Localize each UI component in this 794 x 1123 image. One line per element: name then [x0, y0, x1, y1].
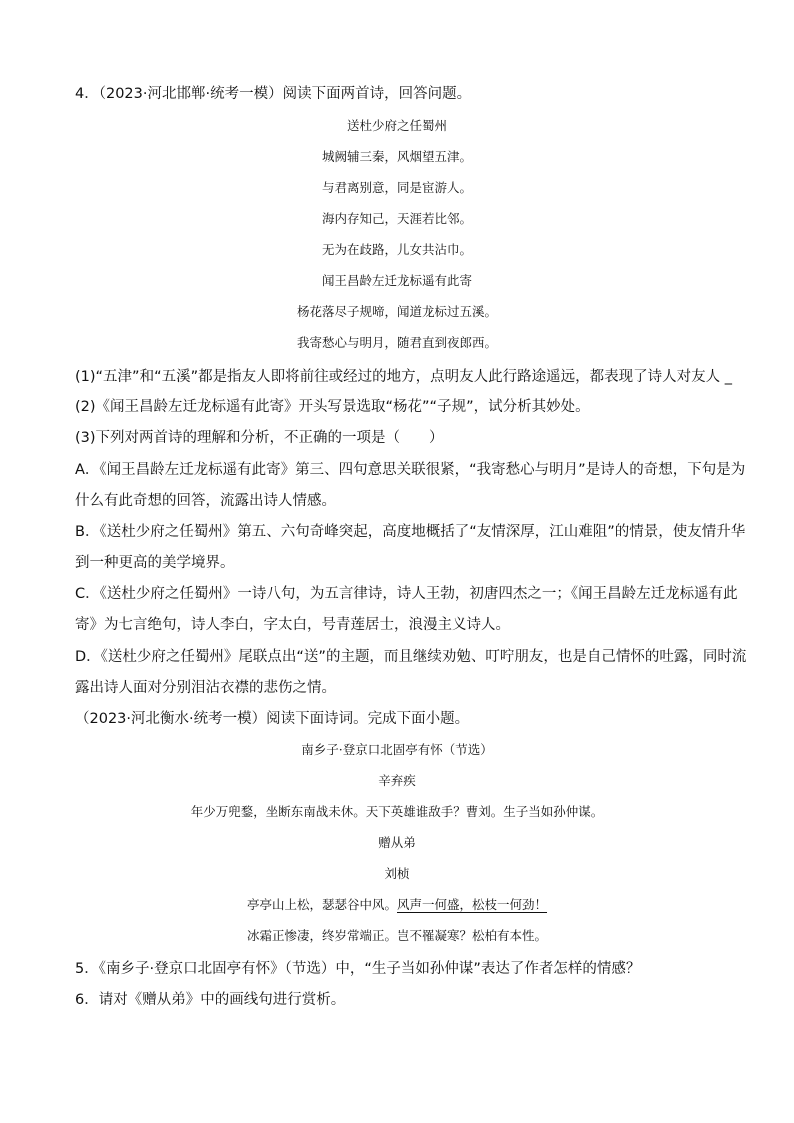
- poem-4-author: 刘桢: [384, 866, 410, 881]
- poem-2-line: 我寄愁心与明月，随君直到夜郎西。: [296, 335, 497, 350]
- option-c: C．《送杜少府之任蜀州》一诗八句，为五言律诗，诗人王勃，初唐四杰之一；《闻王昌龄左迁龙标遥有此: [75, 586, 738, 602]
- poem-4-line-2: 冰霜正惨凄，终岁常端正。岂不罹凝寒？松柏有本性。: [246, 928, 547, 943]
- poem-3-title: 南乡子·登京口北固亭有怀（节选）: [301, 742, 493, 757]
- option-b: B．《送杜少府之任蜀州》第五、六句奇峰突起，高度地概括了“友情深厚，江山难阻”的情景，使友情升华: [75, 524, 746, 540]
- option-a: A．《闻王昌龄左迁龙标遥有此寄》第三、四句意思关联很紧，“我寄愁心与明月”是诗人的奇想，下句是为: [75, 462, 746, 478]
- question-5-6-header: （2023·河北衡水·统考一模）阅读下面诗词。完成下面小题。: [75, 711, 470, 727]
- poem-1-line: 与君离别意，同是宦游人。: [321, 180, 472, 195]
- poem-1-line: 海内存知己，天涯若比邻。: [321, 211, 472, 226]
- option-d: D．《送杜少府之任蜀州》尾联点出“送”的主题，而且继续劝勉、叮咛朋友，也是自己情怀的吐露，同时流: [75, 649, 747, 665]
- option-c-cont: 寄》为七言绝句，诗人李白，字太白，号青莲居士，浪漫主义诗人。: [75, 617, 510, 633]
- question-5: 5．《南乡子·登京口北固亭有怀》（节选）中，“生子当如孙仲谋”表达了作者怎样的情感？: [75, 961, 641, 977]
- poem-4-line-1-underlined: 风声一何盛，松枝一何劲！: [397, 897, 548, 912]
- poem-4-title: 赠从弟: [378, 835, 416, 850]
- poem-4-line-1: [0, 895, 794, 913]
- option-b-cont: 到一种更高的美学境界。: [75, 555, 235, 571]
- poem-2-line: 杨花落尽子规啼，闻道龙标过五溪。: [296, 304, 497, 319]
- option-a-cont: 什么有此奇想的回答，流露出诗人情感。: [75, 493, 336, 509]
- sub-question-3: (3)下列对两首诗的理解和分析，不正确的一项是（ ）: [75, 430, 444, 446]
- question-6: 6．请对《赠从弟》中的画线句进行赏析。: [75, 992, 346, 1008]
- poem-3-author: 辛弃疾: [378, 773, 416, 788]
- sub-question-2: (2)《闻王昌龄左迁龙标遥有此寄》开头写景选取“杨花”“子规”，试分析其妙处。: [75, 399, 590, 415]
- poem-2-title: 闻王昌龄左迁龙标遥有此寄: [321, 273, 472, 288]
- poem-1-line: 无为在歧路，儿女共沾巾。: [321, 242, 472, 257]
- question-4-header: 4．（2023·河北邯郸·统考一模）阅读下面两首诗，回答问题。: [75, 86, 472, 102]
- sub-question-1: (1)“五津”和“五溪”都是指友人即将前往或经过的地方，点明友人此行路途遥远，都表现了诗人对友人 _: [75, 369, 732, 385]
- poem-4-line-1-plain: 亭亭山上松，瑟瑟谷中风。: [246, 897, 397, 912]
- poem-1-line: 城阙辅三秦，风烟望五津。: [321, 149, 472, 164]
- poem-1-title: 送杜少府之任蜀州: [346, 118, 447, 133]
- poem-3-line: 年少万兜鍪，坐断东南战未休。天下英雄谁敌手？曹刘。生子当如孙仲谋。: [190, 804, 604, 819]
- option-d-cont: 露出诗人面对分别泪沾衣襟的悲伤之情。: [75, 680, 336, 696]
